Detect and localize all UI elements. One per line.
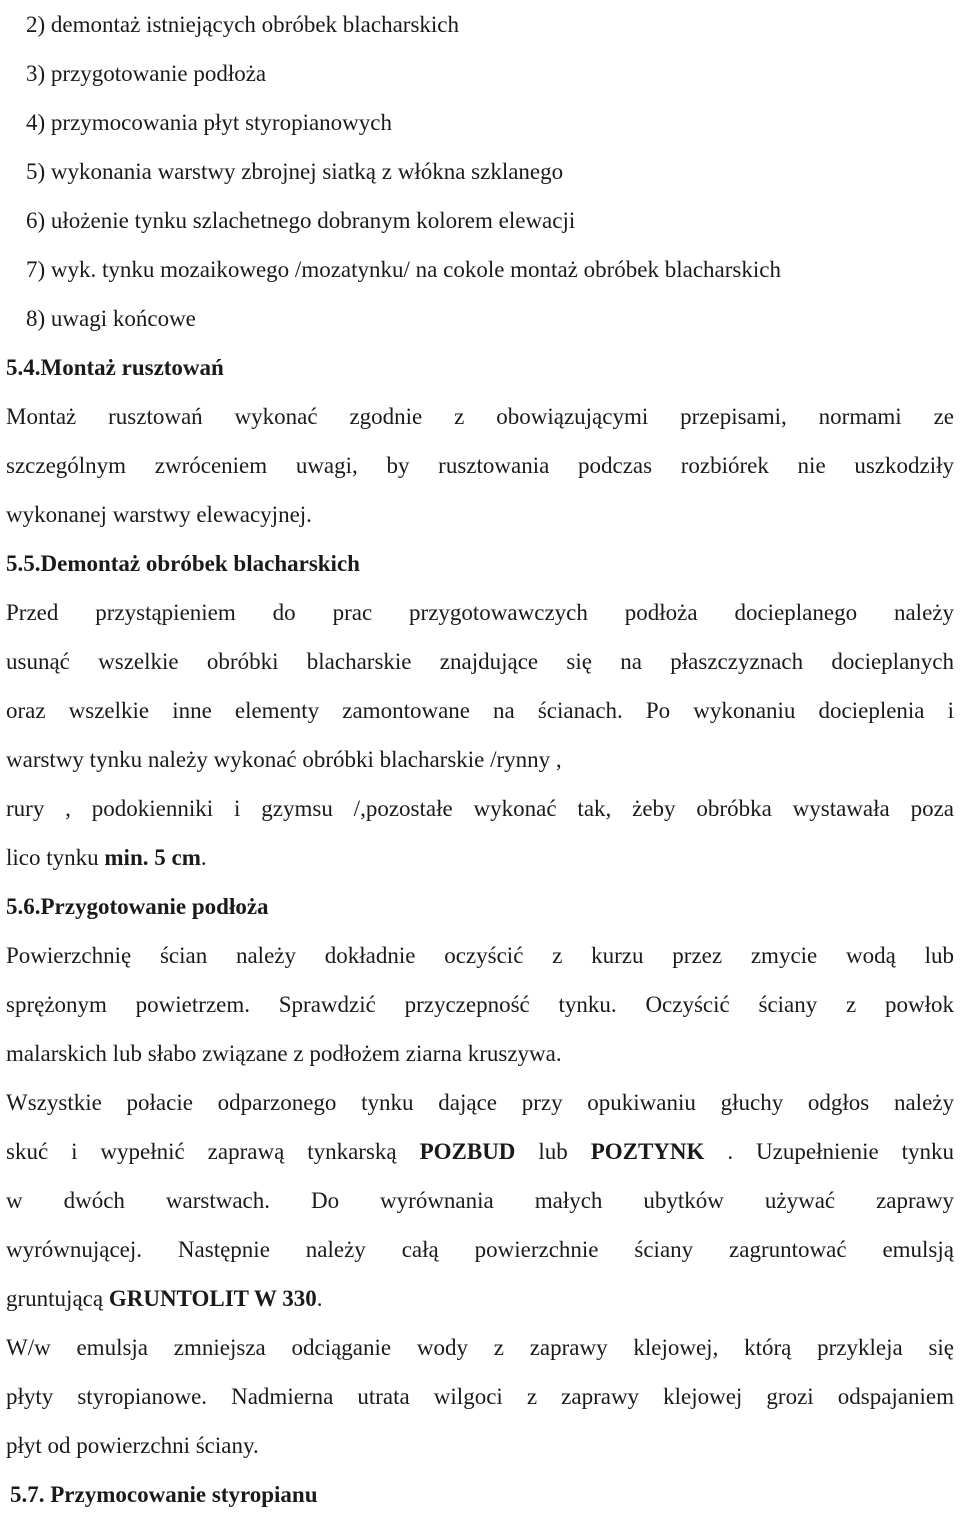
text-run: gruntującą (6, 1286, 109, 1311)
paragraph-line: Powierzchnię ścian należy dokładnie oczyścić z kurzu przez zmycie wodą lub (6, 943, 954, 968)
paragraph-line: Wszystkie połacie odparzonego tynku dające przy opukiwaniu głuchy odgłos należy (6, 1090, 954, 1115)
text-run: . (316, 1286, 323, 1311)
paragraph-line: Przed przystąpieniem do prac przygotowawczych podłoża docieplanego należy (6, 600, 954, 625)
list-item: 8) uwagi końcowe (26, 306, 196, 331)
list-item: 4) przymocowania płyt styropianowych (26, 110, 392, 135)
list-item: 3) przygotowanie podłoża (26, 61, 267, 86)
paragraph-line: malarskich lub słabo związane z podłożem ziarna kruszywa. (6, 1041, 562, 1066)
paragraph-line: usunąć wszelkie obróbki blacharskie znajdujące się na płaszczyznach docieplanych (6, 649, 954, 674)
section-heading-5-5: 5.5.Demontaż obróbek blacharskich (6, 551, 360, 576)
list-item: 5) wykonania warstwy zbrojnej siatką z włókna szklanego (26, 159, 564, 184)
list-item: 7) wyk. tynku mozaikowego /mozatynku/ na cokole montaż obróbek blacharskich (26, 257, 781, 282)
paragraph-line: oraz wszelkie inne elementy zamontowane na ścianach. Po wykonaniu docieplenia i (6, 698, 954, 723)
document-page (6, 0, 954, 1519)
paragraph-line: wyrównującej. Następnie należy całą powierzchnie ściany zagruntować emulsją (6, 1237, 954, 1262)
paragraph-line (6, 1274, 954, 1323)
paragraph-line: płyt od powierzchni ściany. (6, 1433, 259, 1458)
bold-text: min. 5 cm (104, 845, 201, 870)
text-run: . Uzupełnienie tynku (704, 1139, 954, 1164)
paragraph-line: sprężonym powietrzem. Sprawdzić przyczepność tynku. Oczyścić ściany z powłok (6, 992, 954, 1017)
paragraph-line: W/w emulsja zmniejsza odciąganie wody z zaprawy klejowej, którą przykleja się (6, 1335, 954, 1360)
paragraph-line (6, 1127, 954, 1176)
text-run: lico tynku (6, 845, 105, 870)
bold-text: POZTYNK (590, 1139, 705, 1164)
section-heading-5-4: 5.4.Montaż rusztowań (6, 355, 224, 380)
paragraph-line: rury , podokienniki i gzymsu /,pozostałe wykonać tak, żeby obróbka wystawała poza (6, 796, 954, 821)
paragraph-line: w dwóch warstwach. Do wyrównania małych ubytków używać zaprawy (6, 1188, 954, 1213)
section-heading-5-7: 5.7. Przymocowanie styropianu (10, 1482, 318, 1507)
section-heading-5-6: 5.6.Przygotowanie podłoża (6, 894, 269, 919)
paragraph-line: płyty styropianowe. Nadmierna utrata wilgoci z zaprawy klejowej grozi odspajaniem (6, 1384, 954, 1409)
bold-text: GRUNTOLIT W 330 (108, 1286, 317, 1311)
paragraph-line: Montaż rusztowań wykonać zgodnie z obowiązującymi przepisami, normami ze (6, 404, 954, 429)
list-item: 2) demontaż istniejących obróbek blacharskich (26, 12, 460, 37)
paragraph-line: wykonanej warstwy elewacyjnej. (6, 502, 312, 527)
text-run: . (200, 845, 207, 870)
list-item: 6) ułożenie tynku szlachetnego dobranym kolorem elewacji (26, 208, 576, 233)
bold-text: POZBUD (419, 1139, 516, 1164)
paragraph-line: szczególnym zwróceniem uwagi, by rusztowania podczas rozbiórek nie uszkodziły (6, 453, 954, 478)
text-run: skuć i wypełnić zaprawą tynkarską (6, 1139, 420, 1164)
paragraph-line (6, 833, 954, 882)
text-run: lub (515, 1139, 591, 1164)
paragraph-line: warstwy tynku należy wykonać obróbki blacharskie /rynny , (6, 747, 562, 772)
